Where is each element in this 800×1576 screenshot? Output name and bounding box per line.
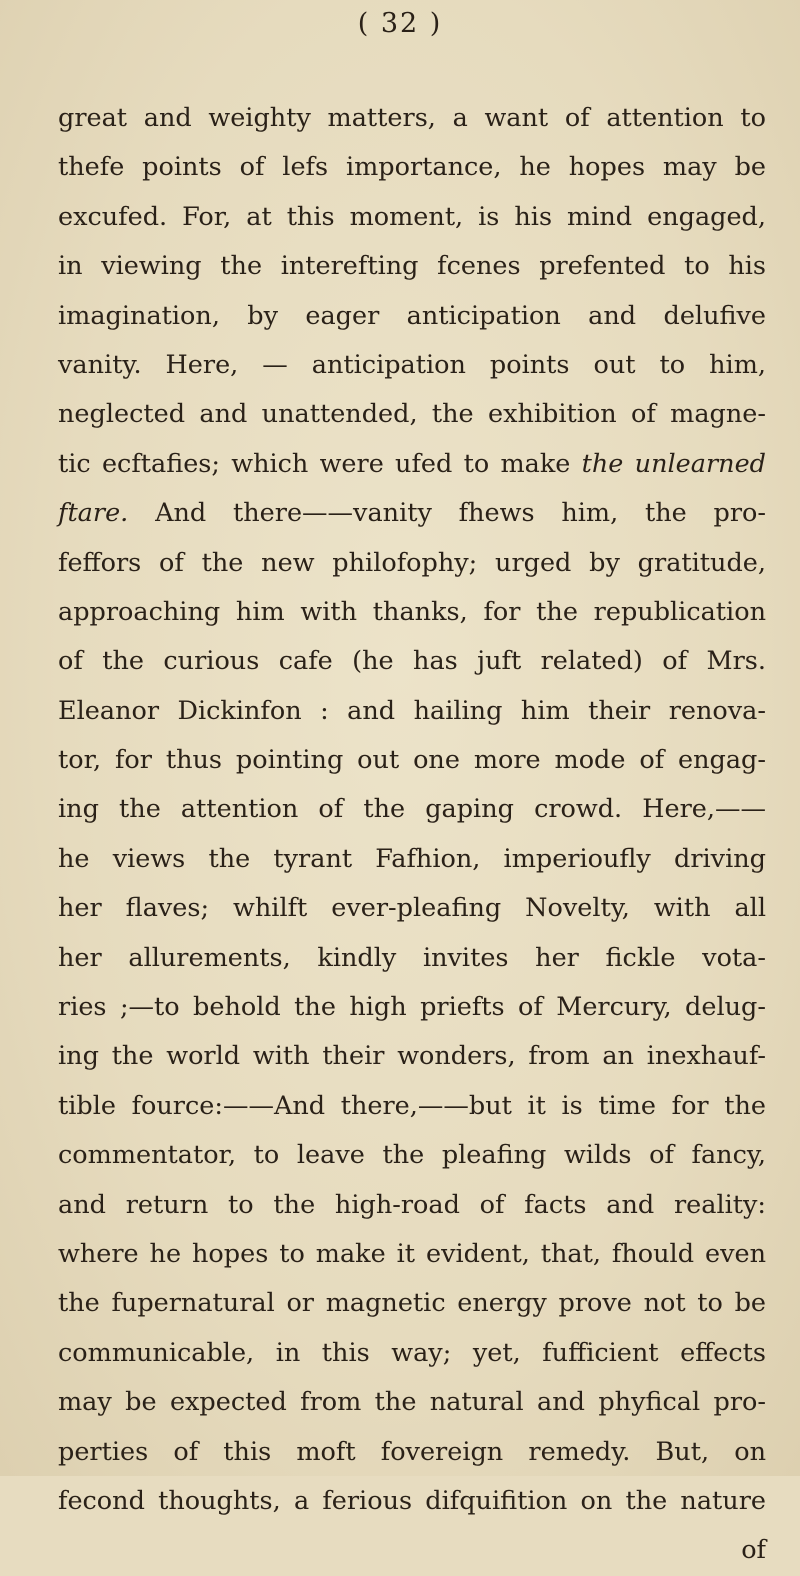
text-line	[58, 1477, 766, 1526]
italic-text: the unlearned	[581, 448, 766, 479]
body-text	[58, 94, 766, 1576]
text-line	[58, 1526, 766, 1575]
text-line	[58, 588, 766, 637]
italic-text: ftare.	[58, 498, 129, 529]
text-segment: vanity. Here, — anticipation points out to him,	[58, 349, 766, 380]
text-line	[58, 390, 766, 439]
text-segment: he views the tyrant Fafhion, imperioufly driving	[58, 843, 766, 874]
text-line	[58, 1131, 766, 1180]
text-segment: in viewing the interefting fcenes prefented to his	[58, 251, 766, 282]
text-line	[58, 736, 766, 785]
text-line	[58, 1428, 766, 1477]
text-segment: tor, for thus pointing out one more mode of engag-	[58, 745, 766, 776]
text-segment: communicable, in this way; yet, fufficient effects	[58, 1337, 766, 1368]
text-segment: the fupernatural or magnetic energy prove not to be	[58, 1288, 766, 1319]
text-segment: Eleanor Dickinfon : and hailing him their renova-	[58, 695, 766, 726]
text-segment: may be expected from the natural and phyfical pro-	[58, 1387, 766, 1418]
text-segment: her allurements, kindly invites her fickle vota-	[58, 942, 766, 973]
text-line	[58, 1230, 766, 1279]
text-line	[58, 934, 766, 983]
text-segment: of	[741, 1535, 766, 1566]
text-segment: imagination, by eager anticipation and delufive	[58, 300, 766, 331]
text-segment: perties of this moft fovereign remedy. But, on	[58, 1436, 766, 1467]
text-segment: of the curious cafe (he has juft related) of Mrs.	[58, 646, 766, 677]
text-line	[58, 94, 766, 143]
text-segment: tible fource:——And there,——but it is time for the	[58, 1090, 766, 1121]
text-line	[58, 242, 766, 291]
text-segment: commentator, to leave the pleafing wilds of fancy,	[58, 1140, 766, 1171]
text-line	[58, 1181, 766, 1230]
text-line	[58, 785, 766, 834]
text-line	[58, 1329, 766, 1378]
text-line	[58, 1082, 766, 1131]
text-segment: neglected and unattended, the exhibition of magne-	[58, 399, 766, 430]
text-segment: excufed. For, at this moment, is his mind engaged,	[58, 201, 766, 232]
text-segment: ing the attention of the gaping crowd. Here,——	[58, 794, 766, 825]
text-line	[58, 539, 766, 588]
text-line	[58, 1378, 766, 1427]
text-line	[58, 1279, 766, 1328]
text-segment: great and weighty matters, a want of attention to	[58, 103, 766, 133]
text-segment: and return to the high-road of facts and reality:	[58, 1189, 766, 1220]
text-segment: ing the world with their wonders, from an inexhauf-	[58, 1041, 766, 1072]
text-segment: approaching him with thanks, for the republication	[58, 596, 766, 627]
text-segment: fecond thoughts, a ferious difquifition on the nature	[58, 1485, 766, 1516]
text-line	[58, 637, 766, 686]
text-line	[58, 193, 766, 242]
text-line	[58, 983, 766, 1032]
text-segment: ries ;—to behold the high priefts of Mercury, delug-	[58, 992, 766, 1023]
text-line	[58, 292, 766, 341]
text-segment: thefe points of lefs importance, he hopes may be	[58, 152, 766, 183]
text-segment: And there——vanity fhews him, the pro-	[128, 498, 766, 529]
text-line	[58, 687, 766, 736]
text-line	[58, 884, 766, 933]
text-segment: tic ecftafies; which were ufed to make	[58, 448, 582, 479]
text-segment: where he hopes to make it evident, that, fhould even	[58, 1238, 766, 1269]
text-line	[58, 489, 766, 538]
text-line	[58, 341, 766, 390]
text-segment: feffors of the new philofophy; urged by gratitude,	[58, 547, 766, 578]
text-line	[58, 1032, 766, 1081]
text-segment: her flaves; whilft ever-pleafing Novelty, with all	[58, 893, 766, 924]
text-line	[58, 143, 766, 192]
text-line	[58, 835, 766, 884]
page-number: ( 32 )	[357, 8, 443, 39]
text-line	[58, 440, 766, 489]
